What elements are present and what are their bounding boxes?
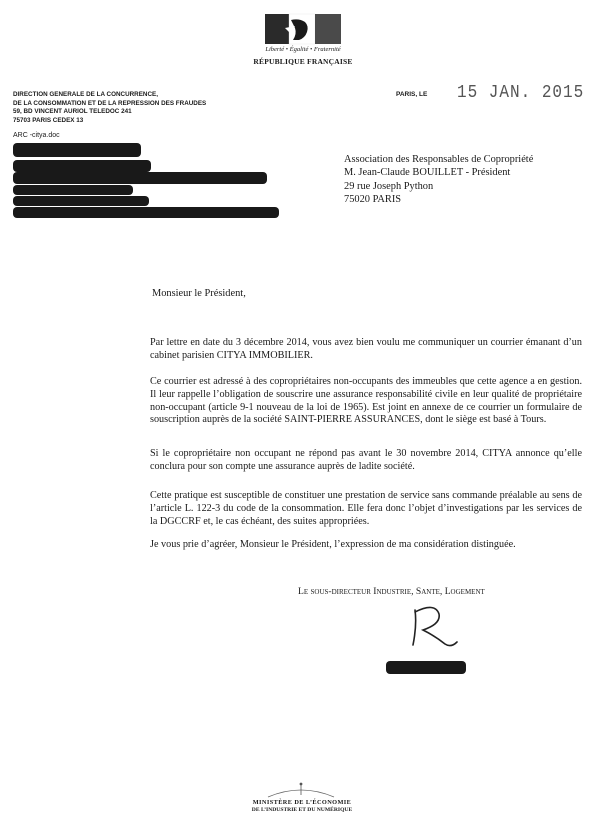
redaction-block: [13, 196, 149, 206]
paragraph: Si le copropriétaire non occupant ne répond pas avant le 30 novembre 2014, CITYA annonce qu’elle conclura pour son compte une assurance auprès de ladite société.: [150, 448, 582, 472]
paragraph: Cette pratique est susceptible de constituer une prestation de service sans commande préalable au sens de l’article L. 122-3 du code de la consommation. Elle fera donc l’objet d’investigations par les services de la DGCCRF et, le cas échéant, des suites appropriées.: [150, 490, 582, 527]
sender-line: 59, BD VINCENT AURIOL TELEDOC 241: [13, 108, 132, 116]
redaction-block: [13, 172, 267, 184]
date-stamp: 15 JAN. 2015: [457, 82, 585, 103]
signer-title: Le sous-directeur Industrie, Sante, Logement: [298, 586, 485, 597]
handwritten-signature: [405, 600, 465, 660]
salutation: Monsieur le Président,: [152, 288, 246, 299]
file-reference: ARC -citya.doc: [13, 132, 60, 139]
ministry-subtitle: DE L’INDUSTRIE ET DU NUMÉRIQUE: [251, 807, 353, 813]
paragraph: Je vous prie d’agréer, Monsieur le Président, l’expression de ma considération distinguée.: [150, 539, 516, 550]
recipient-line: 29 rue Joseph Python: [344, 180, 434, 192]
sender-line: DIRECTION GENERALE DE LA CONCURRENCE,: [13, 91, 158, 98]
republic-name: RÉPUBLIQUE FRANÇAISE: [253, 57, 353, 66]
date-label: PARIS, LE: [396, 91, 428, 98]
recipient-line: 75020 PARIS: [344, 194, 402, 206]
redaction-block: [13, 185, 133, 195]
ministry-emblem: [264, 779, 338, 801]
sender-line: DE LA CONSOMMATION ET DE LA REPRESSION DES FRAUDES: [13, 99, 207, 107]
redaction-block: [386, 661, 466, 674]
republic-motto: Liberté • Égalité • Fraternité: [265, 46, 341, 53]
redaction-block: [13, 207, 279, 218]
recipient-address: [344, 153, 533, 207]
paragraph: Ce courrier est adressé à des copropriétaires non-occupants des immeubles que cette agence a en gestion. Il leur rappelle l’obligation de souscrire une assurance responsabilité civile en leur qualité de propriétaire non-occupant (article 9-1 nouveau de la loi de 1965). Est joint en annexe de ce courrier un formulaire de souscription auprès de la société SAINT-PIERRE ASSURANCES, dont le siège est basé à Tours.: [150, 376, 582, 426]
sender-address: [13, 91, 253, 125]
paragraph: Par lettre en date du 3 décembre 2014, vous avez bien voulu me communiquer un courrier émanant d’un cabinet parisien CITYA IMMOBILIER.: [150, 337, 582, 361]
recipient-line: Association des Responsables de Copropriété: [344, 154, 534, 165]
ministry-name: MINISTÈRE DE L’ÉCONOMIE: [252, 799, 352, 806]
recipient-line: M. Jean-Claude BOUILLET - Président: [344, 167, 511, 179]
redaction-block: [13, 160, 151, 172]
redaction-block: [13, 143, 141, 157]
sender-line: 75703 PARIS CEDEX 13: [13, 116, 84, 124]
